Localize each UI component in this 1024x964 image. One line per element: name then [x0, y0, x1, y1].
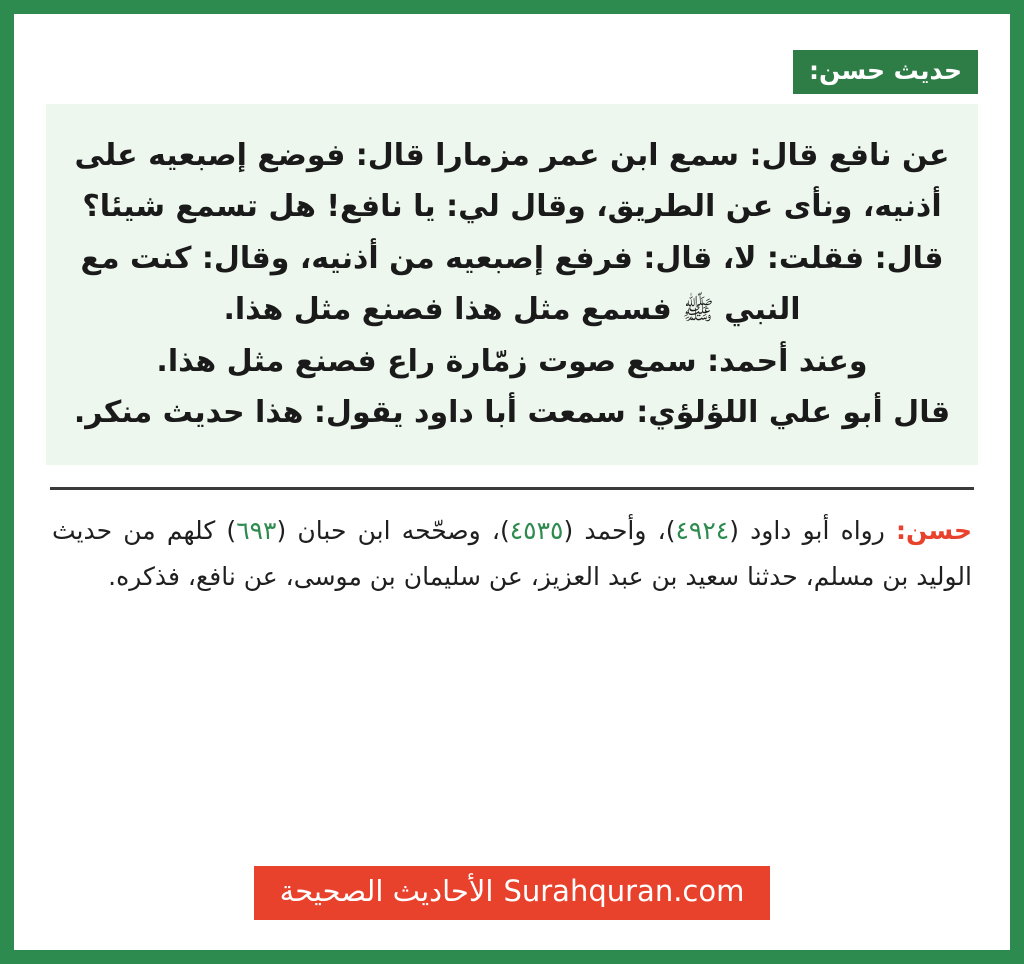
takhrij-text-2: )، وأحمد (: [563, 516, 676, 546]
takhrij-text-1: رواه أبو داود (: [729, 516, 897, 546]
takhrij-text-4: ) كلهم من حديث الوليد بن مسلم، حدثنا سعيد بن عبد العزيز، عن سليمان بن موسى، عن نافع، فذكره.: [52, 516, 972, 592]
reference-number-3: ٦٩٣: [236, 516, 277, 546]
card-inner: [28, 28, 996, 936]
takhrij-paragraph: [52, 508, 972, 601]
hadith-line-3: وعند أحمد: سمع صوت زمّارة راع فصنع مثل هذا.: [156, 343, 868, 379]
footer-banner[interactable]: [254, 866, 771, 920]
footer-title: الأحاديث الصحيحة: [279, 873, 494, 908]
grade-header-row: [46, 50, 978, 94]
salla-allahu-alayhi-wasallam-icon: ﷺ: [682, 296, 714, 327]
hadith-line-4: قال أبو علي اللؤلؤي: سمعت أبا داود يقول: هذا حديث منكر.: [73, 395, 951, 431]
section-divider: [50, 487, 974, 490]
reference-number-2: ٤٥٣٥: [509, 516, 564, 546]
takhrij-text-3: )، وصحّحه ابن حبان (: [276, 516, 510, 546]
grade-header-badge: حديث حسن:: [793, 50, 978, 94]
hadith-line-1-text: عن نافع قال: سمع ابن عمر مزمارا قال: فوضع إصبعيه على أذنيه، ونأى عن الطريق، وقال لي: يا نافع! هل تسمع شيئا؟ قال: فقلت: لا، قال: فرفع إصبعيه من أذنيه، وقال: كنت مع النبي: [74, 137, 950, 328]
hadith-line-1: [72, 130, 952, 336]
grade-word: حسن:: [896, 516, 972, 546]
hadith-line-2-text: فسمع مثل هذا فصنع مثل هذا.: [223, 292, 672, 328]
reference-number-1: ٤٩٢٤: [675, 516, 730, 546]
footer-wrap: [46, 866, 978, 936]
footer-site-url: Surahquran.com: [503, 873, 745, 908]
hadith-body-box: [46, 104, 978, 466]
hadith-text: [72, 130, 952, 440]
